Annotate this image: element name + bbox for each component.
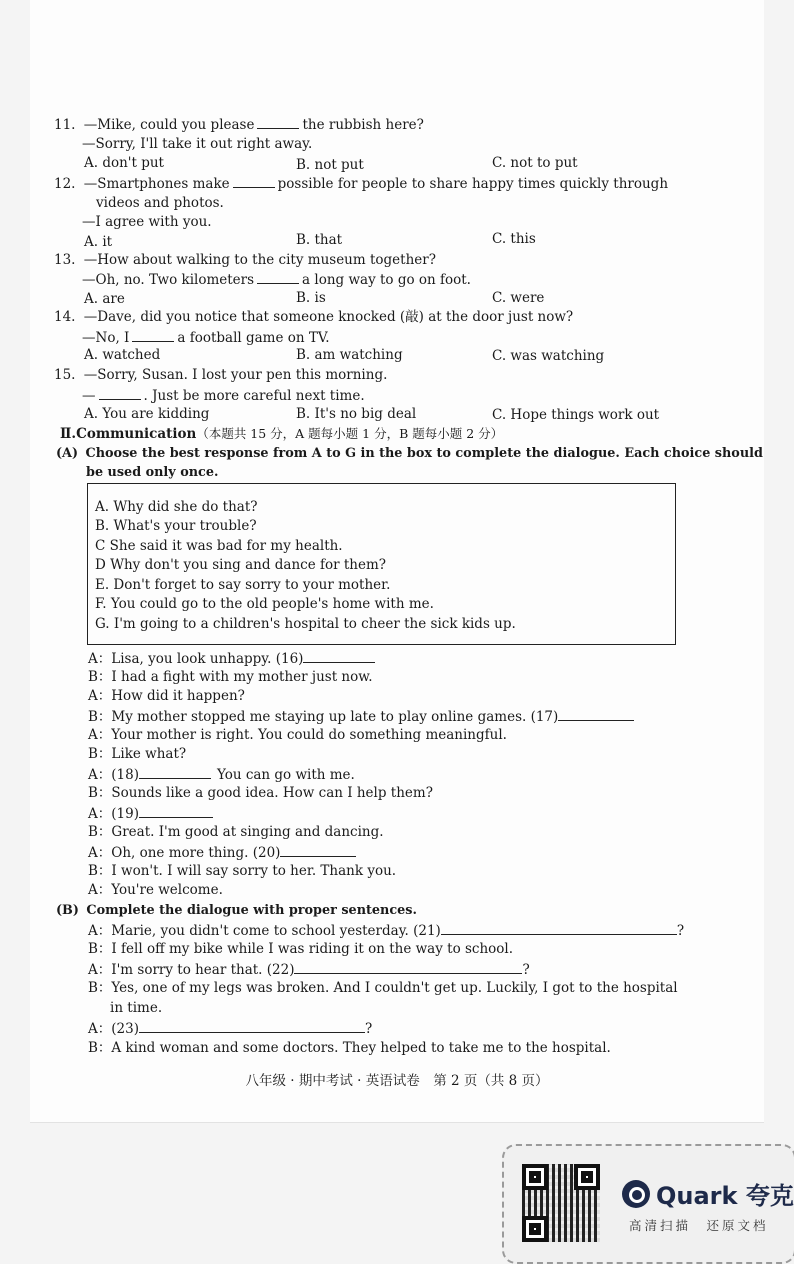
- dialogue-b-line-3: [88, 961, 530, 978]
- question-15: [54, 367, 387, 383]
- q11-reply: —Sorry, I'll take it out right away.: [82, 136, 313, 152]
- line-text: You're welcome.: [111, 882, 223, 898]
- q12-option-c: C. this: [492, 231, 536, 247]
- line-text: (18): [111, 767, 139, 783]
- part-b-instructions: [56, 903, 417, 919]
- q12-option-b: B. that: [296, 232, 343, 248]
- section-2-title: Ⅱ.Communication: [60, 426, 197, 442]
- q13-blank: [257, 271, 299, 284]
- part-a-instr-line1: Choose the best response from A to G in the box to complete the dialogue. Each choice should: [85, 446, 763, 461]
- speaker: B：: [88, 709, 112, 725]
- speaker: B：: [88, 785, 112, 801]
- q15-reply-start: —: [82, 388, 96, 404]
- q14-reply: [82, 329, 330, 346]
- q12-number: 12.: [54, 176, 76, 192]
- dialogue-a-line-10: [88, 824, 384, 840]
- dialogue-a-line-2: [88, 669, 373, 685]
- speaker: B：: [88, 669, 112, 685]
- answer-blank-17: [558, 708, 634, 721]
- q14-option-a: A. watched: [84, 347, 161, 363]
- speaker: A：: [88, 962, 112, 978]
- dialogue-b-line-4: [88, 980, 678, 996]
- box-option-b: B. What's your trouble?: [95, 518, 257, 534]
- q13-reply-end: a long way to go on foot.: [302, 272, 471, 288]
- line-text-after: You can go with me.: [216, 767, 355, 783]
- q12-stem: —Smartphones make: [83, 176, 230, 192]
- q11-stem: —Mike, could you please: [83, 117, 255, 133]
- dialogue-b-line-7: [88, 1040, 611, 1056]
- dialogue-a-line-8: [88, 785, 433, 801]
- line-text: I'm sorry to hear that. (22): [111, 962, 295, 978]
- q15-option-b: B. It's no big deal: [296, 406, 417, 422]
- q15-option-c: C. Hope things work out: [492, 407, 660, 423]
- quark-brand: [622, 1176, 794, 1211]
- dialogue-b-line-6: [88, 1020, 372, 1037]
- q13-reply-start: —Oh, no. Two kilometers: [82, 272, 255, 288]
- q15-stem: —Sorry, Susan. I lost your pen this morning.: [83, 367, 388, 383]
- speaker: A：: [88, 882, 112, 898]
- dialogue-b-line-5: in time.: [110, 1000, 163, 1016]
- speaker: A：: [88, 688, 112, 704]
- speaker: B：: [88, 863, 112, 879]
- dialogue-a-line-3: [88, 688, 245, 704]
- q15-reply: [82, 387, 365, 404]
- dialogue-a-line-5: [88, 727, 507, 743]
- q13-number: 13.: [54, 252, 76, 268]
- speaker: A：: [88, 923, 112, 939]
- answer-blank-18: [139, 766, 211, 779]
- part-a-instructions: [56, 446, 763, 462]
- question-13: [54, 252, 436, 268]
- part-a-instr-line2: be used only once.: [86, 465, 219, 480]
- box-option-f: F. You could go to the old people's home with me.: [95, 596, 434, 612]
- answer-blank-22: [294, 961, 522, 974]
- speaker: A：: [88, 651, 112, 667]
- answer-blank-20: [280, 844, 356, 857]
- part-a-label: (A): [56, 446, 79, 461]
- q15-number: 15.: [54, 367, 76, 383]
- line-text: I fell off my bike while I was riding it on the way to school.: [111, 941, 514, 957]
- dialogue-a-line-9: [88, 805, 213, 822]
- line-text: My mother stopped me staying up late to play online games. (17): [111, 709, 559, 725]
- q11-option-b: B. not put: [296, 157, 364, 173]
- dialogue-a-line-1: [88, 650, 375, 667]
- quark-scan-badge[interactable]: [502, 1144, 794, 1264]
- part-b-label: (B): [56, 903, 79, 918]
- answer-blank-21: [441, 922, 677, 935]
- speaker: B：: [88, 824, 112, 840]
- line-text: Lisa, you look unhappy. (16): [111, 651, 304, 667]
- q13-option-c: C. were: [492, 290, 545, 306]
- line-text: Yes, one of my legs was broken. And I couldn't get up. Luckily, I got to the hospital: [111, 980, 678, 996]
- question-11: [54, 116, 424, 133]
- dialogue-b-line-2: [88, 941, 513, 957]
- q13-reply: [82, 271, 471, 288]
- q15-blank: [99, 387, 141, 400]
- line-end: ?: [364, 1021, 373, 1037]
- speaker: A：: [88, 806, 112, 822]
- box-option-a: A. Why did she do that?: [95, 499, 258, 515]
- page-footer: 八年级 · 期中考试 · 英语试卷 第 2 页（共 8 页）: [245, 1073, 549, 1089]
- q13-stem: —How about walking to the city museum together?: [83, 252, 436, 268]
- quark-logo-icon: [622, 1180, 650, 1208]
- q14-option-b: B. am watching: [296, 347, 403, 363]
- dialogue-a-line-11: [88, 844, 356, 861]
- line-text: Your mother is right. You could do something meaningful.: [111, 727, 507, 743]
- q15-reply-end: . Just be more careful next time.: [143, 388, 365, 404]
- q14-stem: —Dave, did you notice that someone knocked (敲) at the door just now?: [83, 309, 574, 325]
- section-2-score-note: （本题共 15 分，A 题每小题 1 分，B 题每小题 2 分）: [196, 426, 504, 441]
- line-text: Sounds like a good idea. How can I help them?: [111, 785, 433, 801]
- box-option-e: E. Don't forget to say sorry to your mother.: [95, 577, 391, 593]
- q12-stem-end: possible for people to share happy times quickly through: [277, 176, 669, 192]
- dialogue-a-line-7: [88, 766, 355, 783]
- speaker: B：: [88, 746, 112, 762]
- answer-blank-19: [139, 805, 213, 818]
- box-option-c: C She said it was bad for my health.: [95, 538, 343, 554]
- qr-code-icon: [522, 1164, 600, 1242]
- speaker: B：: [88, 980, 112, 996]
- q14-blank: [132, 329, 174, 342]
- speaker: B：: [88, 1040, 112, 1056]
- line-text: How did it happen?: [111, 688, 245, 704]
- speaker: A：: [88, 767, 112, 783]
- q11-option-c: C. not to put: [492, 155, 578, 171]
- quark-tagline: 高清扫描 还原文档: [629, 1218, 769, 1233]
- line-text: (23): [111, 1021, 139, 1037]
- line-text: Like what?: [111, 746, 187, 762]
- q14-number: 14.: [54, 309, 76, 325]
- part-b-instr: Complete the dialogue with proper sentences.: [86, 903, 417, 918]
- line-text: A kind woman and some doctors. They helped to take me to the hospital.: [111, 1040, 611, 1056]
- line-text: Oh, one more thing. (20): [111, 845, 281, 861]
- q11-option-a: A. don't put: [84, 155, 164, 171]
- box-option-d: D Why don't you sing and dance for them?: [95, 557, 387, 573]
- line-end: ?: [676, 923, 685, 939]
- line-text: Marie, you didn't come to school yesterday. (21): [111, 923, 441, 939]
- q12-stem-cont: videos and photos.: [96, 195, 224, 211]
- q11-stem-end: the rubbish here?: [302, 117, 424, 133]
- section-2-heading: [60, 426, 503, 442]
- q13-option-a: A. are: [84, 291, 125, 307]
- speaker: B：: [88, 941, 112, 957]
- q14-reply-start: —No, I: [82, 330, 130, 346]
- line-text: I won't. I will say sorry to her. Thank you.: [111, 863, 397, 879]
- question-14: [54, 309, 573, 325]
- dialogue-a-line-4: [88, 708, 634, 725]
- speaker: A：: [88, 727, 112, 743]
- dialogue-a-line-12: [88, 863, 396, 879]
- q15-option-a: A. You are kidding: [84, 406, 210, 422]
- q14-reply-end: a football game on TV.: [177, 330, 330, 346]
- speaker: A：: [88, 845, 112, 861]
- dialogue-a-line-6: [88, 746, 186, 762]
- line-text: (19): [111, 806, 139, 822]
- q11-blank: [257, 116, 299, 129]
- speaker: A：: [88, 1021, 112, 1037]
- q14-option-c: C. was watching: [492, 348, 605, 364]
- dialogue-b-line-1: [88, 922, 684, 939]
- box-option-g: G. I'm going to a children's hospital to cheer the sick kids up.: [95, 616, 516, 632]
- q12-blank: [233, 175, 275, 188]
- quark-brand-name: Quark 夸克: [656, 1182, 794, 1210]
- line-text: Great. I'm good at singing and dancing.: [111, 824, 384, 840]
- line-text: I had a fight with my mother just now.: [111, 669, 373, 685]
- line-end: ?: [522, 962, 530, 978]
- q13-option-b: B. is: [296, 290, 326, 306]
- dialogue-a-line-13: [88, 882, 223, 898]
- q12-reply: —I agree with you.: [82, 214, 212, 230]
- q11-number: 11.: [54, 117, 76, 133]
- question-12: [54, 175, 668, 192]
- q12-option-a: A. it: [84, 234, 113, 250]
- answer-blank-23: [139, 1020, 365, 1033]
- answer-blank-16: [303, 650, 375, 663]
